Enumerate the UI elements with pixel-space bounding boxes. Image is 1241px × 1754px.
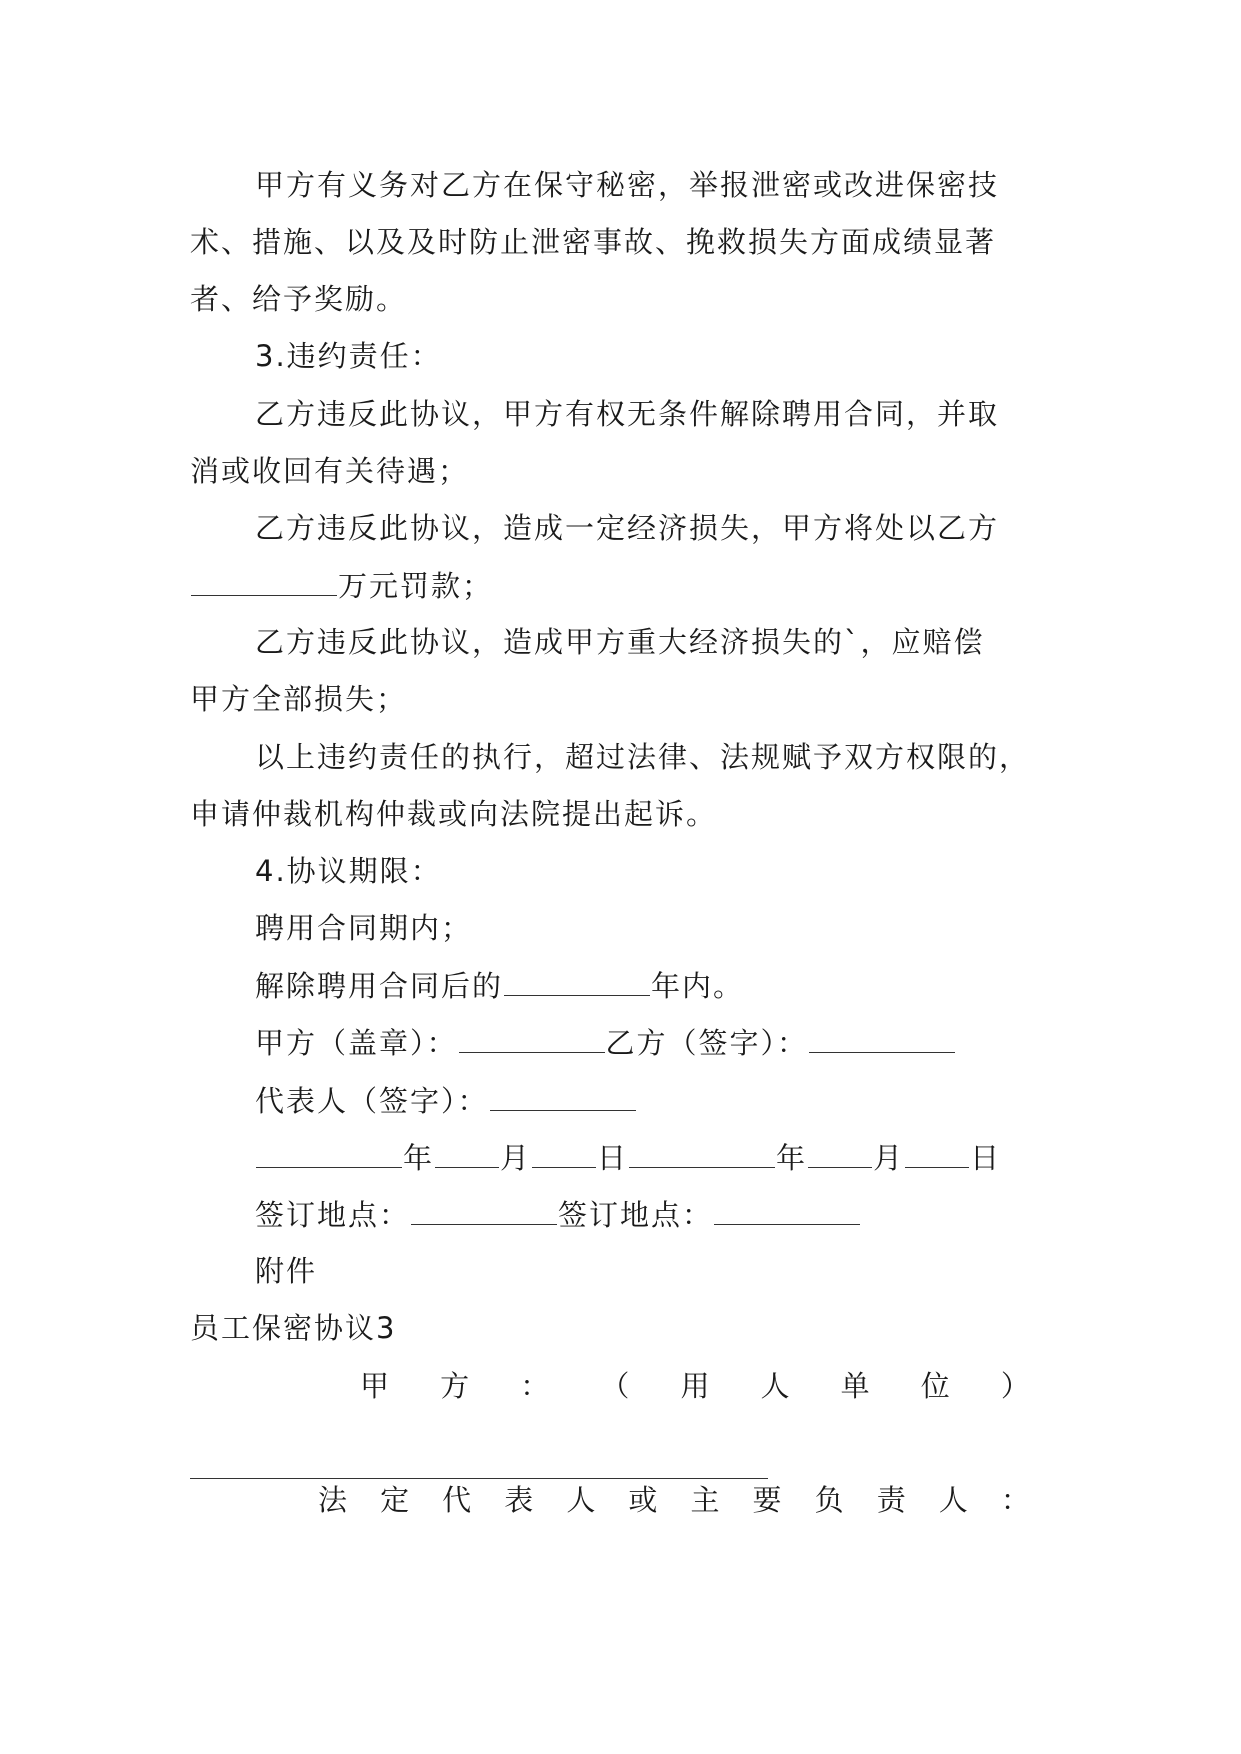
party-b-sign-blank xyxy=(809,1022,955,1053)
party-a-char: 方 xyxy=(440,1369,470,1403)
legal-representative-line xyxy=(318,1480,1030,1520)
attachment-label: 附件 xyxy=(255,1254,318,1288)
clause4-title: 4.协议期限： xyxy=(255,854,442,888)
date-a-year-label: 年 xyxy=(403,1141,435,1175)
term-after-termination xyxy=(255,965,744,1005)
legal-rep-char: 要 xyxy=(752,1483,782,1517)
paragraph-fine-line2 xyxy=(190,565,493,605)
agreement-heading: 员工保密协议3 xyxy=(190,1311,397,1345)
party-a-char: 位 xyxy=(920,1369,950,1403)
date-b-month-label: 月 xyxy=(873,1141,905,1175)
party-a-name-blank xyxy=(190,1478,768,1479)
party-a-char: 人 xyxy=(760,1369,790,1403)
term-after-prefix: 解除聘用合同后的 xyxy=(255,969,504,1003)
signing-place-line xyxy=(255,1194,861,1234)
paragraph-reward-line2: 术、措施、以及及时防止泄密事故、挽救损失方面成绩显著 xyxy=(190,225,997,259)
legal-rep-char: 法 xyxy=(318,1483,348,1517)
party-a-char: （ xyxy=(600,1369,630,1403)
paragraph-termination-line1: 乙方违反此协议，甲方有权无条件解除聘用合同，并取 xyxy=(255,397,1000,431)
signature-parties-line xyxy=(255,1022,956,1062)
legal-rep-char: 人 xyxy=(566,1483,596,1517)
legal-rep-char: 人 xyxy=(938,1483,968,1517)
party-a-char: 单 xyxy=(840,1369,870,1403)
paragraph-compensation-line1: 乙方违反此协议，造成甲方重大经济损失的`，应赔偿 xyxy=(255,625,985,659)
representative-label: 代表人（签字）： xyxy=(255,1084,489,1118)
paragraph-fine-line1: 乙方违反此协议，造成一定经济损失，甲方将处以乙方 xyxy=(255,511,1000,545)
legal-rep-char: 责 xyxy=(876,1483,906,1517)
clause3-title: 3.违约责任： xyxy=(255,339,442,373)
representative-line xyxy=(255,1080,637,1120)
legal-rep-char: 主 xyxy=(690,1483,720,1517)
party-a-char: ： xyxy=(520,1369,550,1403)
legal-rep-char: ： xyxy=(1000,1483,1030,1517)
party-a-seal-blank xyxy=(459,1022,605,1053)
legal-rep-char: 负 xyxy=(814,1483,844,1517)
place-b-blank xyxy=(714,1194,860,1225)
date-b-month-blank xyxy=(808,1137,872,1168)
date-b-year-blank xyxy=(629,1137,775,1168)
legal-rep-char: 代 xyxy=(442,1483,472,1517)
date-b-day-blank xyxy=(905,1137,969,1168)
date-a-day-label: 日 xyxy=(597,1141,629,1175)
paragraph-compensation-line2: 甲方全部损失； xyxy=(190,682,408,716)
legal-rep-char: 或 xyxy=(628,1483,658,1517)
paragraph-reward-line3: 者、给予奖励。 xyxy=(190,282,408,316)
party-a-char: 甲 xyxy=(360,1369,390,1403)
fine-suffix: 万元罚款； xyxy=(338,569,494,603)
paragraph-termination-line2: 消或收回有关待遇； xyxy=(190,454,470,488)
legal-rep-char: 表 xyxy=(504,1483,534,1517)
term-within-contract: 聘用合同期内； xyxy=(255,911,473,945)
party-a-seal-label: 甲方（盖章）： xyxy=(255,1026,458,1060)
legal-rep-char: 定 xyxy=(380,1483,410,1517)
date-a-day-blank xyxy=(532,1137,596,1168)
fine-amount-blank xyxy=(191,565,337,596)
representative-blank xyxy=(490,1080,636,1111)
date-line xyxy=(255,1137,1001,1177)
date-b-year-label: 年 xyxy=(776,1141,808,1175)
party-a-char: 用 xyxy=(680,1369,710,1403)
paragraph-reward-line1: 甲方有义务对乙方在保守秘密，举报泄密或改进保密技 xyxy=(255,168,1000,202)
date-a-month-blank xyxy=(435,1137,499,1168)
party-b-sign-label: 乙方（签字）： xyxy=(605,1026,809,1060)
party-a-employer-line xyxy=(360,1366,1030,1406)
place-b-label: 签订地点： xyxy=(558,1198,714,1232)
place-a-label: 签订地点： xyxy=(255,1198,411,1232)
date-a-month-label: 月 xyxy=(500,1141,532,1175)
place-a-blank xyxy=(411,1194,557,1225)
party-a-char: ） xyxy=(1000,1369,1030,1403)
paragraph-arbitration-line1: 以上违约责任的执行，超过法律、法规赋予双方权限的， xyxy=(255,740,1031,774)
date-a-year-blank xyxy=(256,1137,402,1168)
date-b-day-label: 日 xyxy=(970,1141,1002,1175)
term-years-blank xyxy=(504,965,650,996)
paragraph-arbitration-line2: 申请仲裁机构仲裁或向法院提出起诉。 xyxy=(190,797,718,831)
term-after-suffix: 年内。 xyxy=(651,969,745,1003)
